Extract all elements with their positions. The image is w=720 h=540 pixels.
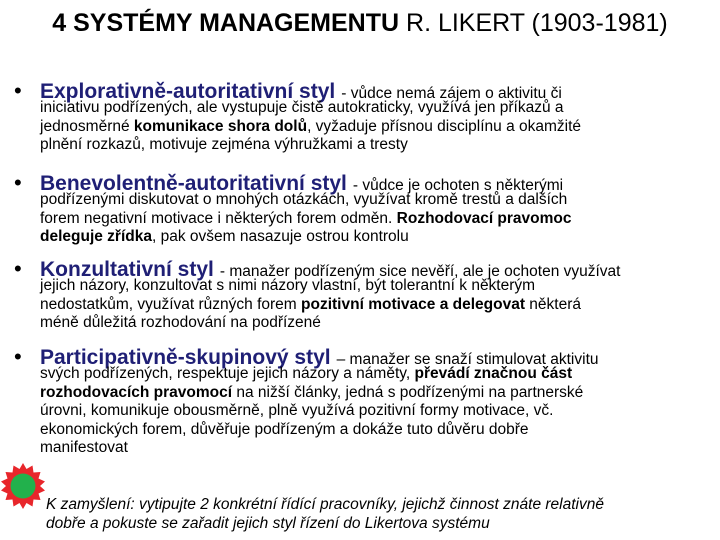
desc-line <box>40 210 714 229</box>
style-intro: - vůdce je ochoten s některými <box>352 177 564 194</box>
desc-bold: převádí značnou část <box>414 365 573 382</box>
desc-text: nedostatkům, využívat různých forem <box>40 295 302 313</box>
style-item-consultative <box>14 256 714 333</box>
note-line: K zamyšlení: vytipujte 2 konkrétní řídící pracovníky, jejichž činnost znáte relativně <box>46 496 604 513</box>
reflection-note <box>46 496 706 533</box>
desc-text: některá <box>524 295 581 313</box>
style-item-benevolent <box>14 170 714 247</box>
desc-line: iniciativu podřízených, ale vystupuje čistě autokraticky, využívá jen příkazů a <box>40 99 564 116</box>
red-green-seal-icon <box>0 462 46 510</box>
desc-line: ekonomických forem, důvěřuje podřízeným a dokáže tuto důvěru dobře <box>40 420 529 438</box>
desc-line: podřízenými diskutovat o mnohých otázkách, využívat kromě trestů a dalších <box>40 191 568 208</box>
desc-text: , vyžaduje přísnou disciplínu a okamžité <box>307 117 582 135</box>
title-rest: R. LIKERT (1903-1981) <box>399 9 668 37</box>
desc-bold: komunikace shora dolů <box>133 117 308 135</box>
style-name: Participativně-skupinový styl <box>40 346 331 369</box>
style-name: Konzultativní styl <box>40 258 214 281</box>
style-description <box>40 191 714 247</box>
desc-bold: rozhodovacích pravomocí <box>40 383 233 401</box>
desc-bold: deleguje zřídka <box>40 228 152 245</box>
desc-line <box>40 365 714 384</box>
style-item-participative <box>14 344 714 458</box>
bullet: • <box>14 170 22 195</box>
desc-text: forem negativní motivace i některých forem odměn. <box>40 209 397 227</box>
desc-bold: Rozhodovací pravomoc <box>396 209 572 227</box>
desc-text: , pak ovšem nasazuje ostrou kontrolu <box>151 228 409 245</box>
bullet: • <box>14 344 22 369</box>
bullet: • <box>14 78 22 103</box>
page-title <box>0 6 720 40</box>
desc-line: méně důležitá rozhodování na podřízené <box>40 314 321 331</box>
style-intro: - manažer podřízeným sice nevěří, ale je ochoten využívat <box>219 263 621 280</box>
bullet: • <box>14 256 22 281</box>
style-intro: - vůdce nemá zájem o aktivitu či <box>341 85 562 102</box>
title-bold: 4 SYSTÉMY MANAGEMENTU <box>52 9 400 37</box>
style-item-explorative <box>14 78 714 155</box>
desc-line: manifestovat <box>40 439 128 456</box>
style-intro: – manažer se snaží stimulovat aktivitu <box>336 351 599 368</box>
desc-line <box>40 296 714 315</box>
style-name: Benevolentně-autoritativní styl <box>40 172 347 195</box>
desc-line: plnění rozkazů, motivuje zejména výhružkami a tresty <box>40 136 408 153</box>
desc-line <box>40 118 714 137</box>
style-description <box>40 365 714 458</box>
desc-line: úrovni, komunikuje obousměrně, plně využívá pozitivní formy motivace, vč. <box>40 402 554 419</box>
style-name: Explorativně-autoritativní styl <box>40 80 336 103</box>
desc-line: jejich názory, konzultovat s nimi názory vlastní, být tolerantní k některým <box>40 277 536 294</box>
style-description <box>40 277 714 333</box>
desc-text: jednosměrné <box>40 117 134 135</box>
desc-bold: pozitivní motivace a delegovat <box>301 295 525 313</box>
desc-line <box>40 228 714 247</box>
style-description <box>40 99 714 155</box>
desc-text: na nižší články, jedná s podřízenými na partnerské <box>232 383 584 401</box>
desc-text: svých podřízených, respektuje jejich názory a náměty, <box>40 365 415 382</box>
desc-line <box>40 384 714 403</box>
note-line: dobře a pokuste se zařadit jejich styl řízení do Likertova systému <box>46 514 490 532</box>
